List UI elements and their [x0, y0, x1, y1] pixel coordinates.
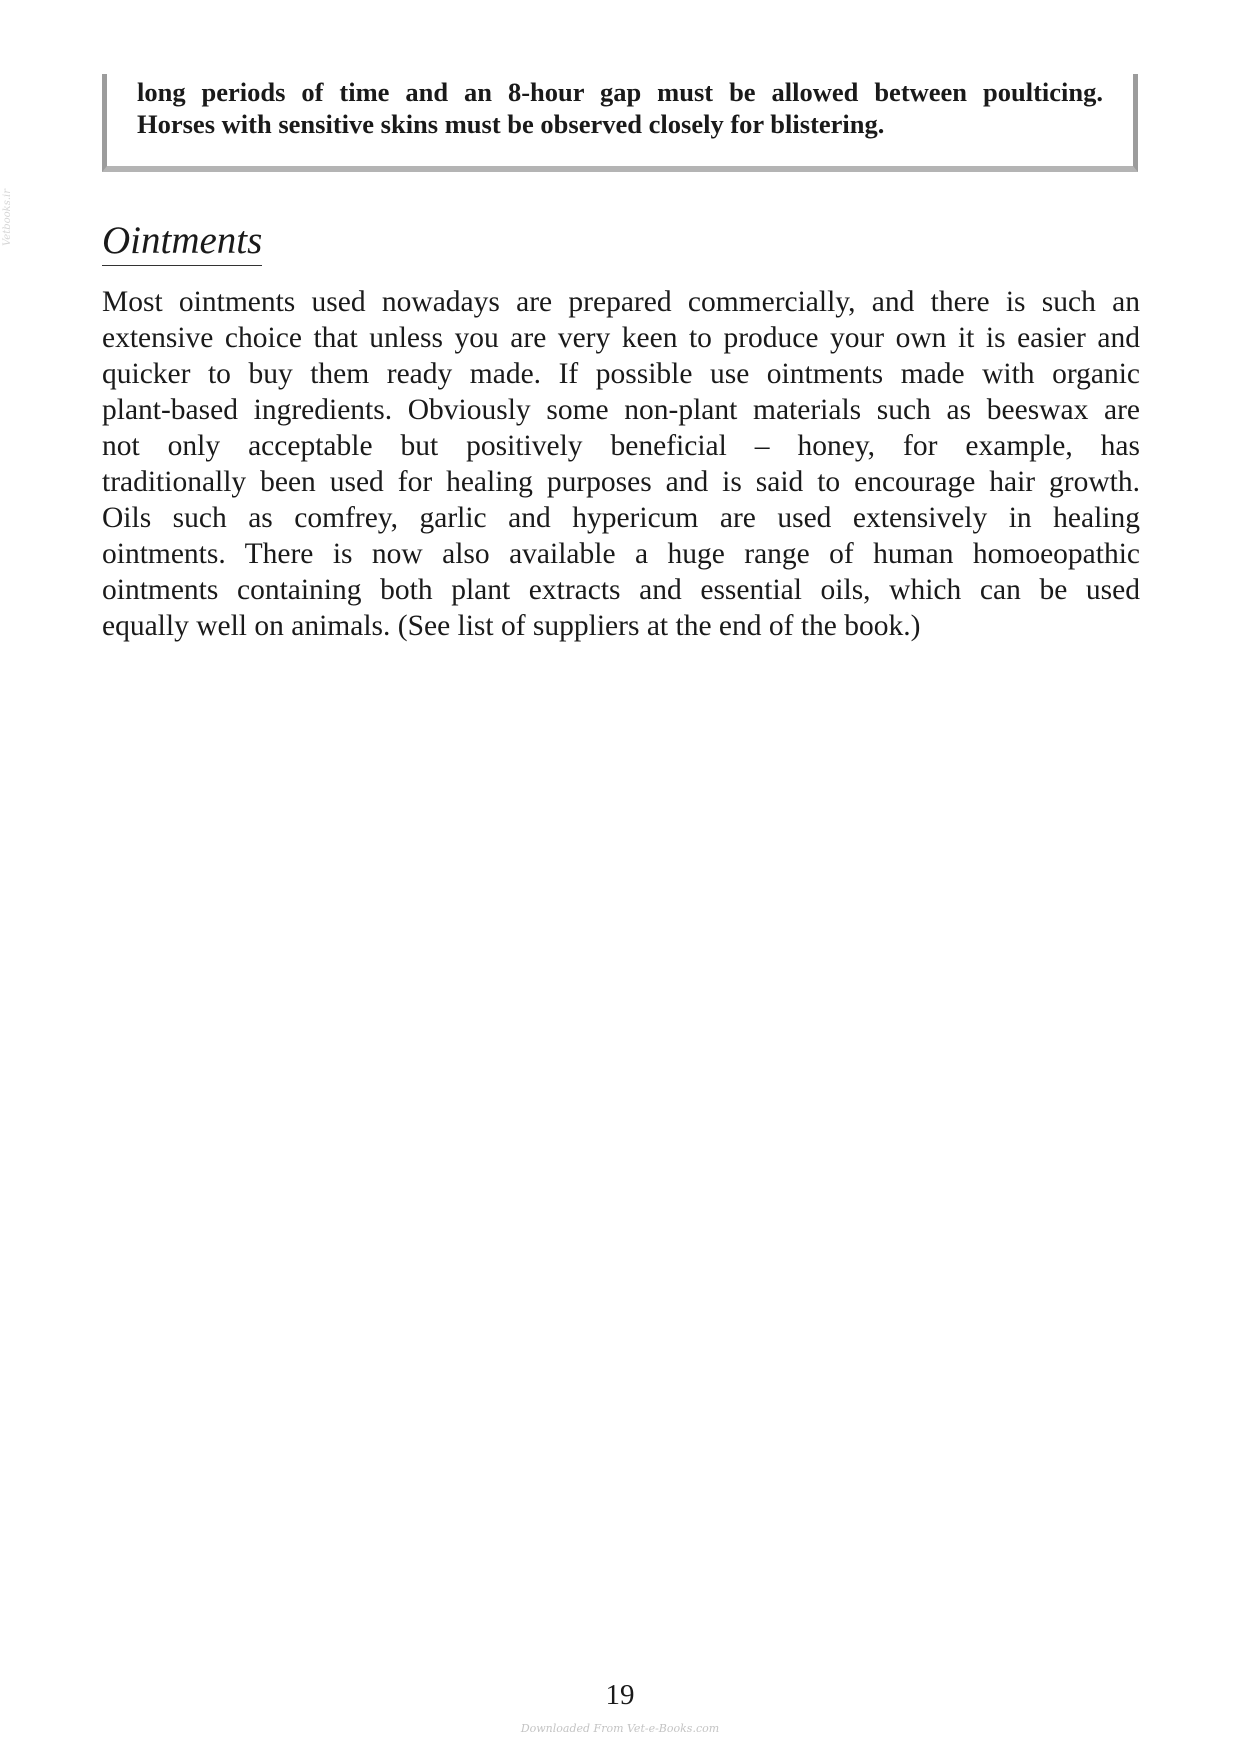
paragraph-line: Oils such as comfrey, garlic and hypericum are used extensively in healing	[102, 502, 1140, 534]
paragraph-line: equally well on animals. (See list of suppliers at the end of the book.)	[102, 610, 921, 642]
body-paragraph	[102, 284, 1140, 644]
paragraph-line: extensive choice that unless you are very keen to produce your own it is easier and	[102, 322, 1140, 354]
footer-watermark: Downloaded From Vet-e-Books.com	[520, 1722, 720, 1735]
paragraph-line: Most ointments used nowadays are prepared commercially, and there is such an	[102, 286, 1140, 318]
warning-box	[102, 74, 1138, 172]
paragraph-line: ointments. There is now also available a huge range of human homoeopathic	[102, 538, 1140, 570]
paragraph-line: plant-based ingredients. Obviously some non-plant materials such as beeswax are	[102, 394, 1140, 426]
paragraph-line: traditionally been used for healing purposes and is said to encourage hair growth.	[102, 466, 1140, 498]
warning-text	[137, 74, 1103, 140]
paragraph-line: not only acceptable but positively beneficial – honey, for example, has	[102, 430, 1140, 462]
section-heading: Ointments	[102, 218, 262, 266]
warning-line: long periods of time and an 8-hour gap must be allowed between poulticing.	[137, 77, 1103, 107]
paragraph-line: ointments containing both plant extracts and essential oils, which can be used	[102, 574, 1140, 606]
paragraph-line: quicker to buy them ready made. If possible use ointments made with organic	[102, 358, 1140, 390]
page-number: 19	[605, 1679, 635, 1711]
warning-line: Horses with sensitive skins must be observed closely for blistering.	[137, 109, 885, 139]
side-watermark: Vetbooks.ir	[2, 188, 13, 246]
